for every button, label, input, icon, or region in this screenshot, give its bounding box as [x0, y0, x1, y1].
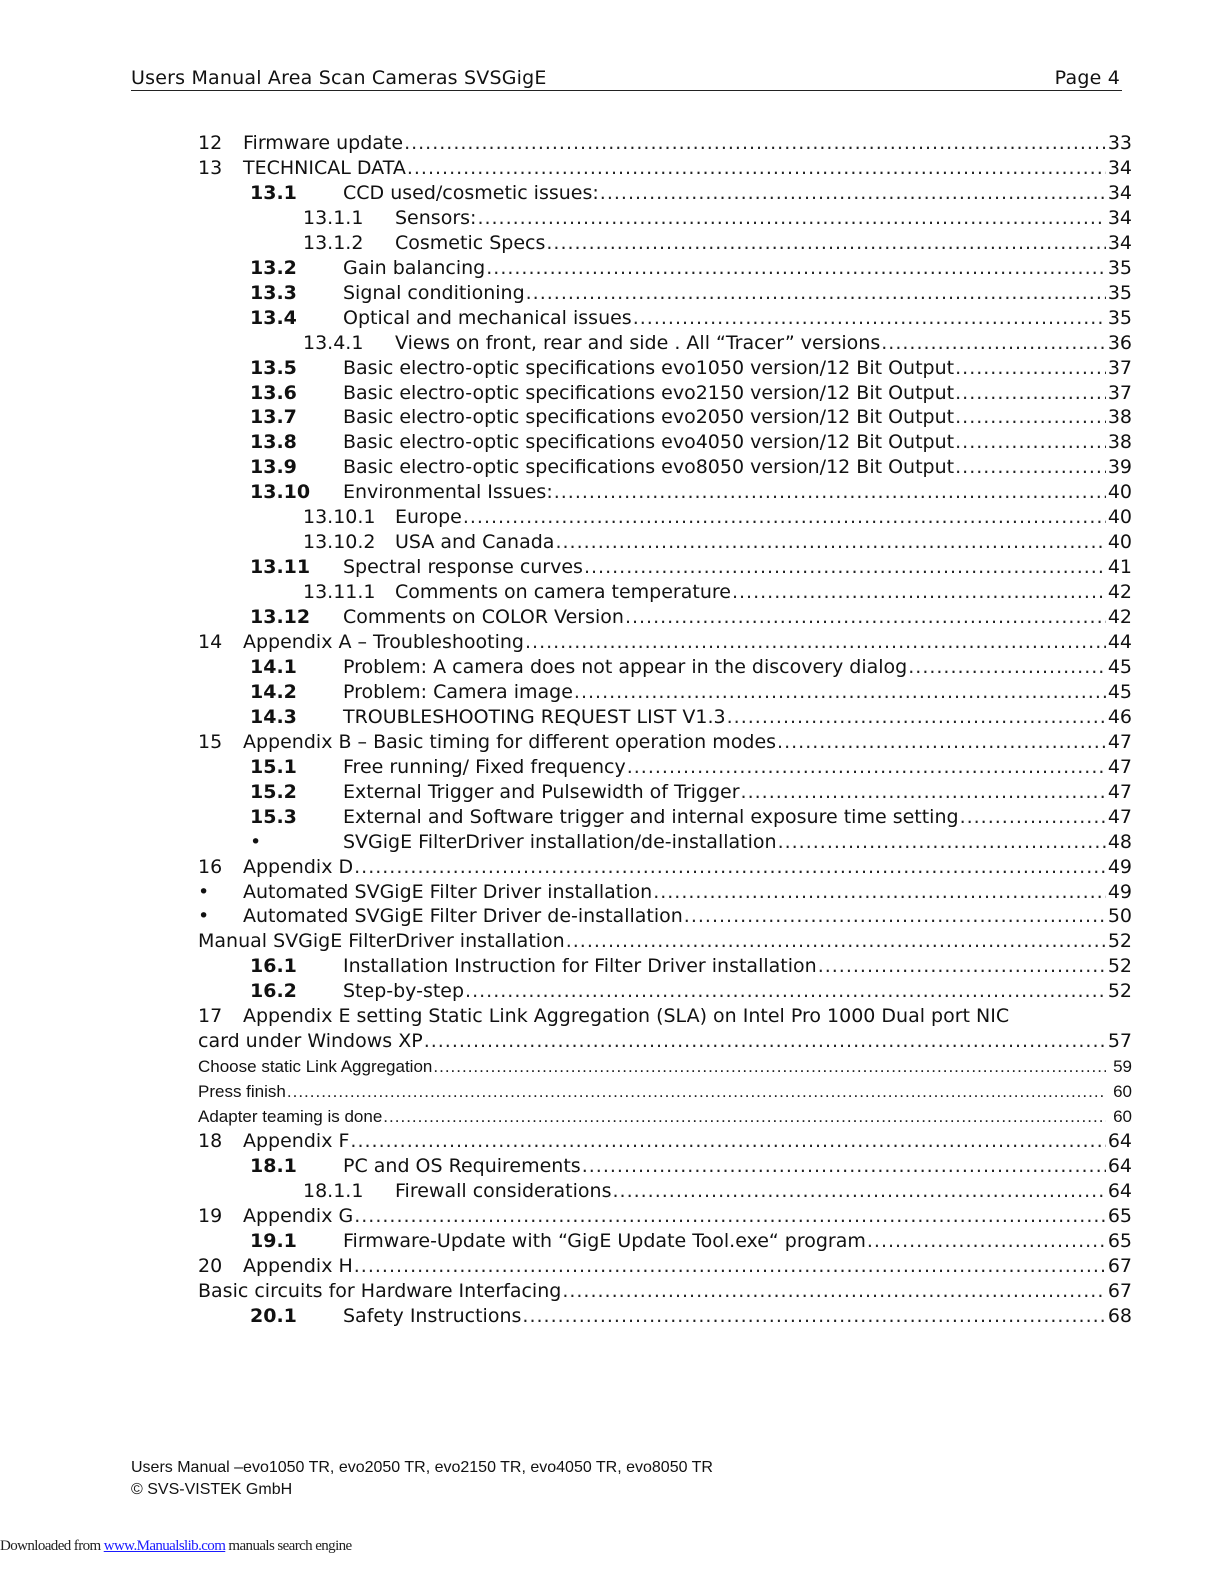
toc-leader-dots — [582, 1154, 1106, 1179]
toc-entry-page: 34 — [1107, 181, 1132, 204]
toc-entry-number: 14.1 — [250, 655, 297, 678]
page-footer — [131, 1457, 713, 1501]
toc-entry-page: 57 — [1107, 1030, 1132, 1053]
toc-leader-dots — [960, 805, 1106, 830]
toc-leader-dots — [433, 1054, 1106, 1079]
toc-entry-page: 65 — [1107, 1204, 1132, 1227]
toc-entry-number: 19.1 — [250, 1229, 297, 1252]
toc-entry-page: 68 — [1107, 1304, 1132, 1327]
toc-entry-page: 38 — [1107, 406, 1132, 429]
toc-leader-dots — [350, 1129, 1105, 1154]
toc-leader-dots — [955, 430, 1106, 455]
toc-leader-dots — [287, 1079, 1106, 1104]
toc-entry[interactable] — [0, 1104, 1225, 1129]
toc-entry[interactable] — [0, 1229, 1225, 1254]
toc-entry-title: Basic circuits for Hardware Interfacing — [198, 1279, 562, 1302]
toc-entry[interactable] — [0, 331, 1225, 356]
toc-entry[interactable] — [0, 480, 1225, 505]
toc-entry-title: Firewall considerations — [395, 1179, 612, 1202]
toc-entry-number: 15.1 — [250, 755, 297, 778]
toc-entry-page: 40 — [1107, 481, 1132, 504]
toc-entry[interactable] — [0, 805, 1225, 830]
toc-entry-page: 37 — [1107, 356, 1132, 379]
toc-entry-number: 18.1.1 — [303, 1179, 364, 1202]
toc-entry[interactable] — [0, 855, 1225, 880]
toc-entry[interactable] — [0, 455, 1225, 480]
toc-entry[interactable] — [0, 755, 1225, 780]
toc-entry-number: • — [250, 830, 262, 853]
toc-leader-dots — [881, 331, 1106, 356]
toc-entry-page: 49 — [1107, 855, 1132, 878]
toc-entry-number: 13.2 — [250, 256, 297, 279]
toc-entry-title: External and Software trigger and internal exposure time setting — [343, 805, 959, 828]
toc-entry-page: 34 — [1107, 206, 1132, 229]
toc-entry-title: Optical and mechanical issues — [343, 306, 632, 329]
toc-entry-number: 18 — [198, 1130, 223, 1152]
toc-entry-number: 15.2 — [250, 780, 297, 803]
toc-entry-page: 40 — [1107, 531, 1132, 554]
toc-entry-page: 59 — [1113, 1057, 1132, 1077]
toc-entry-title: Appendix A – Troubleshooting — [243, 631, 524, 653]
toc-leader-dots — [633, 306, 1106, 331]
toc-leader-dots — [404, 131, 1106, 156]
toc-entry[interactable] — [0, 1304, 1225, 1329]
download-suffix: manuals search engine — [225, 1538, 352, 1554]
toc-entry-page: 45 — [1107, 655, 1132, 678]
toc-entry[interactable] — [0, 1204, 1225, 1229]
toc-leader-dots — [955, 356, 1106, 381]
toc-leader-dots — [653, 880, 1106, 905]
toc-entry[interactable] — [0, 880, 1225, 905]
toc-entry-page: 46 — [1107, 705, 1132, 728]
toc-entry-number: 13.1.1 — [303, 206, 364, 229]
download-prefix: Downloaded from — [0, 1538, 104, 1554]
toc-entry-title: Gain balancing — [343, 256, 486, 279]
toc-entry-title: Firmware-Update with “GigE Update Tool.exe“ program — [343, 1229, 866, 1252]
toc-entry-title: Manual SVGigE FilterDriver installation — [198, 930, 565, 953]
toc-entry-number: 16.2 — [250, 980, 297, 1003]
toc-entry-title: Firmware update — [243, 132, 404, 154]
toc-entry-page: 41 — [1107, 556, 1132, 579]
toc-entry-title: Choose static Link Aggregation — [198, 1057, 433, 1077]
toc-leader-dots — [612, 1179, 1105, 1204]
toc-entry-page: 37 — [1107, 381, 1132, 404]
toc-entry[interactable] — [0, 530, 1225, 555]
toc-entry-title: USA and Canada — [395, 531, 555, 554]
toc-entry-page: 60 — [1113, 1107, 1132, 1127]
toc-entry-page: 35 — [1107, 256, 1132, 279]
toc-entry-title: Step-by-step — [343, 980, 465, 1003]
toc-entry[interactable] — [0, 904, 1225, 929]
toc-entry[interactable] — [0, 1154, 1225, 1179]
toc-entry[interactable] — [0, 929, 1225, 954]
toc-entry-number: 13.10.2 — [303, 531, 376, 554]
footer-copyright: © SVS-VISTEK GmbH — [131, 1481, 293, 1498]
toc-entry-number: 17 — [198, 1005, 223, 1028]
toc-entry-title: Basic electro-optic specifications evo2150 version/12 Bit Output — [343, 381, 955, 404]
toc-entry-title: Problem: Camera image — [343, 680, 573, 703]
toc-entry-page: 67 — [1107, 1254, 1132, 1277]
toc-entry-title: PC and OS Requirements — [343, 1154, 581, 1177]
toc-entry[interactable] — [0, 231, 1225, 256]
toc-leader-dots — [477, 206, 1105, 231]
toc-entry-number: 15.3 — [250, 805, 297, 828]
download-notice — [0, 1538, 352, 1555]
toc-leader-dots — [574, 680, 1106, 705]
toc-entry-number: 13.12 — [250, 606, 311, 629]
toc-leader-dots — [354, 1254, 1106, 1279]
toc-entry-number: 19 — [198, 1204, 223, 1227]
toc-leader-dots — [867, 1229, 1106, 1254]
toc-entry-number: 13.1 — [250, 181, 297, 204]
toc-entry-title: CCD used/cosmetic issues: — [343, 181, 599, 204]
toc-leader-dots — [627, 755, 1106, 780]
toc-entry[interactable] — [0, 181, 1225, 206]
toc-entry-page: 47 — [1107, 730, 1132, 753]
toc-entry[interactable] — [0, 281, 1225, 306]
toc-entry-page: 48 — [1107, 830, 1132, 853]
toc-entry-title: Europe — [395, 506, 462, 529]
toc-entry-title: TROUBLESHOOTING REQUEST LIST V1.3 — [343, 705, 726, 728]
toc-entry-title: Installation Instruction for Filter Driver installation — [343, 955, 817, 978]
toc-leader-dots — [554, 480, 1106, 505]
toc-entry-title: Sensors: — [395, 206, 477, 229]
toc-leader-dots — [562, 1279, 1106, 1304]
toc-entry-page: 42 — [1107, 581, 1132, 604]
toc-entry-page: 64 — [1107, 1154, 1132, 1177]
toc-leader-dots — [818, 954, 1106, 979]
toc-entry-number: 13.9 — [250, 456, 297, 479]
footer-manual-line: Users Manual –evo1050 TR, evo2050 TR, evo2150 TR, evo4050 TR, evo8050 TR — [131, 1459, 713, 1476]
toc-entry-number: 14.2 — [250, 680, 297, 703]
header-page-number: Page 4 — [1054, 67, 1120, 89]
toc-entry[interactable] — [0, 555, 1225, 580]
toc-entry-number: 13.3 — [250, 281, 297, 304]
toc-entry-title: Appendix D — [243, 855, 354, 878]
toc-entry-page: 35 — [1107, 281, 1132, 304]
toc-entry-number: 13 — [198, 156, 223, 179]
toc-entry-page: 60 — [1113, 1082, 1132, 1102]
toc-entry[interactable] — [0, 356, 1225, 381]
toc-entry-page: 50 — [1107, 905, 1132, 928]
toc-entry-title: Views on front, rear and side . All “Tracer” versions — [395, 331, 881, 354]
header-title: Users Manual Area Scan Cameras SVSGigE — [131, 67, 547, 89]
toc-entry-page: 39 — [1107, 456, 1132, 479]
toc-entry-title: Appendix F — [243, 1130, 350, 1152]
toc-entry[interactable] — [0, 1179, 1225, 1204]
toc-entry-title: Press finish — [198, 1082, 286, 1102]
toc-leader-dots — [684, 904, 1106, 929]
toc-entry-number: 16.1 — [250, 955, 297, 978]
toc-entry-number: 13.7 — [250, 406, 297, 429]
toc-leader-dots — [522, 1304, 1105, 1329]
toc-leader-dots — [566, 929, 1106, 954]
toc-entry[interactable] — [0, 206, 1225, 231]
toc-entry-title: Spectral response curves — [343, 556, 583, 579]
toc-entry-number: 13.11.1 — [303, 581, 376, 604]
toc-leader-dots — [526, 281, 1106, 306]
toc-entry-number: 13.5 — [250, 356, 297, 379]
toc-leader-dots — [584, 555, 1106, 580]
toc-entry-title: Problem: A camera does not appear in the discovery dialog — [343, 655, 908, 678]
toc-entry-page: 47 — [1107, 805, 1132, 828]
toc-entry[interactable] — [0, 306, 1225, 331]
toc-entry-title: Signal conditioning — [343, 281, 525, 304]
toc-entry[interactable] — [0, 505, 1225, 530]
toc-leader-dots — [732, 580, 1106, 605]
toc-entry-page: 35 — [1107, 306, 1132, 329]
toc-entry-title: Basic electro-optic specifications evo8050 version/12 Bit Output — [343, 456, 955, 479]
toc-leader-dots — [354, 1204, 1106, 1229]
toc-entry-page: 67 — [1107, 1279, 1132, 1302]
toc-entry-title: External Trigger and Pulsewidth of Trigger — [343, 780, 740, 803]
toc-entry[interactable] — [0, 580, 1225, 605]
manualslib-link[interactable]: www.Manualslib.com — [103, 1538, 226, 1554]
toc-entry-page: 47 — [1107, 755, 1132, 778]
toc-entry-title: TECHNICAL DATA — [243, 156, 406, 179]
toc-entry[interactable] — [0, 1029, 1225, 1054]
toc-entry-page: 64 — [1107, 1130, 1132, 1152]
toc-entry-page: 65 — [1107, 1229, 1132, 1252]
toc-entry[interactable] — [0, 954, 1225, 979]
toc-entry-number: 14.3 — [250, 705, 297, 728]
toc-entry-title: Free running/ Fixed frequency — [343, 755, 626, 778]
toc-entry[interactable] — [0, 655, 1225, 680]
toc-entry-page: 47 — [1107, 780, 1132, 803]
toc-entry-number: 20 — [198, 1254, 223, 1277]
toc-leader-dots — [407, 156, 1106, 181]
toc-entry-page: 49 — [1107, 880, 1132, 903]
toc-entry-number: 13.4 — [250, 306, 297, 329]
toc-entry-page: 33 — [1107, 132, 1132, 154]
toc-leader-dots — [600, 181, 1106, 206]
page-header — [131, 66, 1122, 91]
toc-entry[interactable] — [0, 1279, 1225, 1304]
toc-entry-page: 36 — [1107, 331, 1132, 354]
toc-leader-dots — [383, 1104, 1106, 1129]
toc-entry-number: 13.4.1 — [303, 331, 364, 354]
toc-leader-dots — [486, 256, 1106, 281]
toc-entry-page: 34 — [1107, 231, 1132, 254]
toc-entry[interactable] — [0, 256, 1225, 281]
toc-leader-dots — [778, 830, 1106, 855]
toc-leader-dots — [908, 655, 1106, 680]
toc-entry[interactable] — [0, 156, 1225, 181]
toc-entry-number: 18.1 — [250, 1154, 297, 1177]
toc-entry-page: 45 — [1107, 680, 1132, 703]
toc-entry-number: 13.6 — [250, 381, 297, 404]
toc-entry-page: 52 — [1107, 930, 1132, 953]
toc-entry-title: Appendix E setting Static Link Aggregation (SLA) on Intel Pro 1000 Dual port NIC — [243, 1005, 1010, 1028]
toc-entry[interactable] — [0, 979, 1225, 1004]
toc-entry[interactable] — [0, 605, 1225, 630]
toc-leader-dots — [525, 630, 1106, 655]
toc-leader-dots — [955, 381, 1106, 406]
toc-entry-title: Basic electro-optic specifications evo4050 version/12 Bit Output — [343, 431, 955, 454]
toc-entry[interactable] — [0, 430, 1225, 455]
toc-leader-dots — [741, 780, 1106, 805]
toc-entry-number: • — [198, 880, 210, 903]
toc-leader-dots — [555, 530, 1105, 555]
toc-entry-number: 13.10 — [250, 481, 311, 504]
toc-entry-page: 42 — [1107, 606, 1132, 629]
toc-entry-page: 40 — [1107, 506, 1132, 529]
toc-entry-title: Automated SVGigE Filter Driver installation — [243, 880, 653, 903]
toc-entry-title: Basic electro-optic specifications evo2050 version/12 Bit Output — [343, 406, 955, 429]
toc-entry-number: 20.1 — [250, 1304, 297, 1327]
toc-entry-page: 52 — [1107, 980, 1132, 1003]
toc-entry-title: Basic electro-optic specifications evo1050 version/12 Bit Output — [343, 356, 955, 379]
toc-entry-page: 38 — [1107, 431, 1132, 454]
toc-entry[interactable] — [0, 730, 1225, 755]
toc-entry-number: 13.8 — [250, 431, 297, 454]
toc-leader-dots — [463, 505, 1106, 530]
toc-entry-title: Appendix B – Basic timing for different operation modes — [243, 730, 777, 753]
toc-entry[interactable] — [0, 705, 1225, 730]
toc-entry-page: 52 — [1107, 955, 1132, 978]
toc-leader-dots — [546, 231, 1105, 256]
toc-entry-number: 12 — [198, 132, 223, 154]
toc-leader-dots — [424, 1029, 1106, 1054]
toc-entry-title: Appendix H — [243, 1254, 353, 1277]
toc-entry[interactable] — [0, 630, 1225, 655]
toc-entry-title: Environmental Issues: — [343, 481, 553, 504]
toc-entry-title: Safety Instructions — [343, 1304, 522, 1327]
toc-entry-title: Cosmetic Specs — [395, 231, 546, 254]
toc-entry[interactable] — [0, 405, 1225, 430]
toc-entry[interactable] — [0, 830, 1225, 855]
toc-entry-title: Automated SVGigE Filter Driver de-installation — [243, 905, 683, 928]
toc-entry-page: 34 — [1107, 156, 1132, 179]
toc-entry-number: • — [198, 905, 210, 928]
toc-leader-dots — [465, 979, 1106, 1004]
toc-entry-number: 13.11 — [250, 556, 311, 579]
toc-leader-dots — [955, 405, 1106, 430]
toc-entry-number: 13.10.1 — [303, 506, 376, 529]
toc-entry-number: 13.1.2 — [303, 231, 364, 254]
toc-entry[interactable] — [0, 1054, 1225, 1079]
toc-entry[interactable] — [0, 680, 1225, 705]
toc-leader-dots — [625, 605, 1106, 630]
toc-entry[interactable] — [0, 1129, 1225, 1154]
toc-entry-title: Comments on COLOR Version — [343, 606, 624, 629]
toc-entry-title: Appendix G — [243, 1204, 354, 1227]
toc-entry-number: 14 — [198, 631, 223, 653]
toc-leader-dots — [727, 705, 1106, 730]
toc-leader-dots — [955, 455, 1106, 480]
toc-entry[interactable] — [0, 131, 1225, 156]
toc-entry[interactable] — [0, 780, 1225, 805]
toc-entry-title: SVGigE FilterDriver installation/de-installation — [343, 830, 777, 853]
toc-leader-dots — [777, 730, 1106, 755]
toc-entry-title: card under Windows XP — [198, 1030, 423, 1053]
toc-leader-dots — [354, 855, 1106, 880]
toc-entry-page: 64 — [1107, 1179, 1132, 1202]
toc-entry-page: 44 — [1107, 631, 1132, 653]
toc-entry[interactable] — [0, 1254, 1225, 1279]
toc-entry[interactable] — [0, 381, 1225, 406]
toc-entry-number: 16 — [198, 855, 223, 878]
toc-entry-number: 15 — [198, 730, 223, 753]
toc-entry[interactable] — [0, 1004, 1225, 1029]
toc-entry[interactable] — [0, 1079, 1225, 1104]
toc-entry-title: Adapter teaming is done — [198, 1107, 383, 1127]
toc-entry-title: Comments on camera temperature — [395, 581, 731, 604]
